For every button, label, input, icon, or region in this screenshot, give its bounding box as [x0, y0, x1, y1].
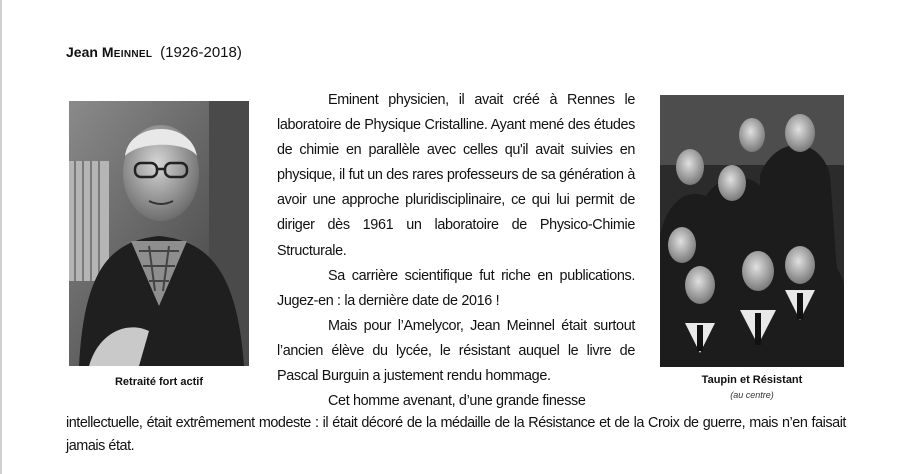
article-title: [66, 44, 242, 61]
paragraph: Mais pour l’Amelycor, Jean Meinnel était surtout l’ancien élève du lycée, le résistant auquel le livre de Pascal Burguin a justement rendu hommage.: [277, 317, 635, 385]
paragraph: Sa carrière scientifique fut riche en publications. Jugez-en : la dernière date de 2016 !: [277, 267, 635, 309]
first-name: Jean: [66, 44, 98, 60]
paragraph: Eminent physicien, il avait créé à Rennes le laboratoire de Physique Cristalline. Ayant mené des études de chimie en parallèle avec celles qu'il avait suivies en physique, il fut un des rares professeurs de sa génération à avoir une approche pluridisciplinaire, ce qui lui permit de diriger dès 1961 un laboratoire de Physico-Chimie Structurale.: [277, 92, 635, 259]
portrait-caption: Retraité fort actif: [114, 376, 204, 388]
group-photo-illustration: [660, 95, 844, 367]
group-photo: [660, 95, 844, 367]
life-years: (1926-2018): [160, 44, 242, 61]
paragraph: Cet homme avenant, d’une grande finesse: [328, 393, 586, 410]
last-name: Meinnel: [101, 44, 153, 60]
portrait-photo-illustration: [69, 101, 249, 366]
article-closing: intellectuelle, était extrêmement modeste : il était décoré de la médaille de la Résistance et de la Croix de guerre, mais n’en faisait jamais état.: [66, 415, 846, 454]
article-body: [277, 88, 635, 414]
group-photo-subcaption: (au centre): [730, 390, 774, 400]
page-left-border: [0, 0, 2, 474]
group-photo-caption: Taupin et Résistant: [701, 374, 803, 386]
portrait-photo: [69, 101, 249, 366]
